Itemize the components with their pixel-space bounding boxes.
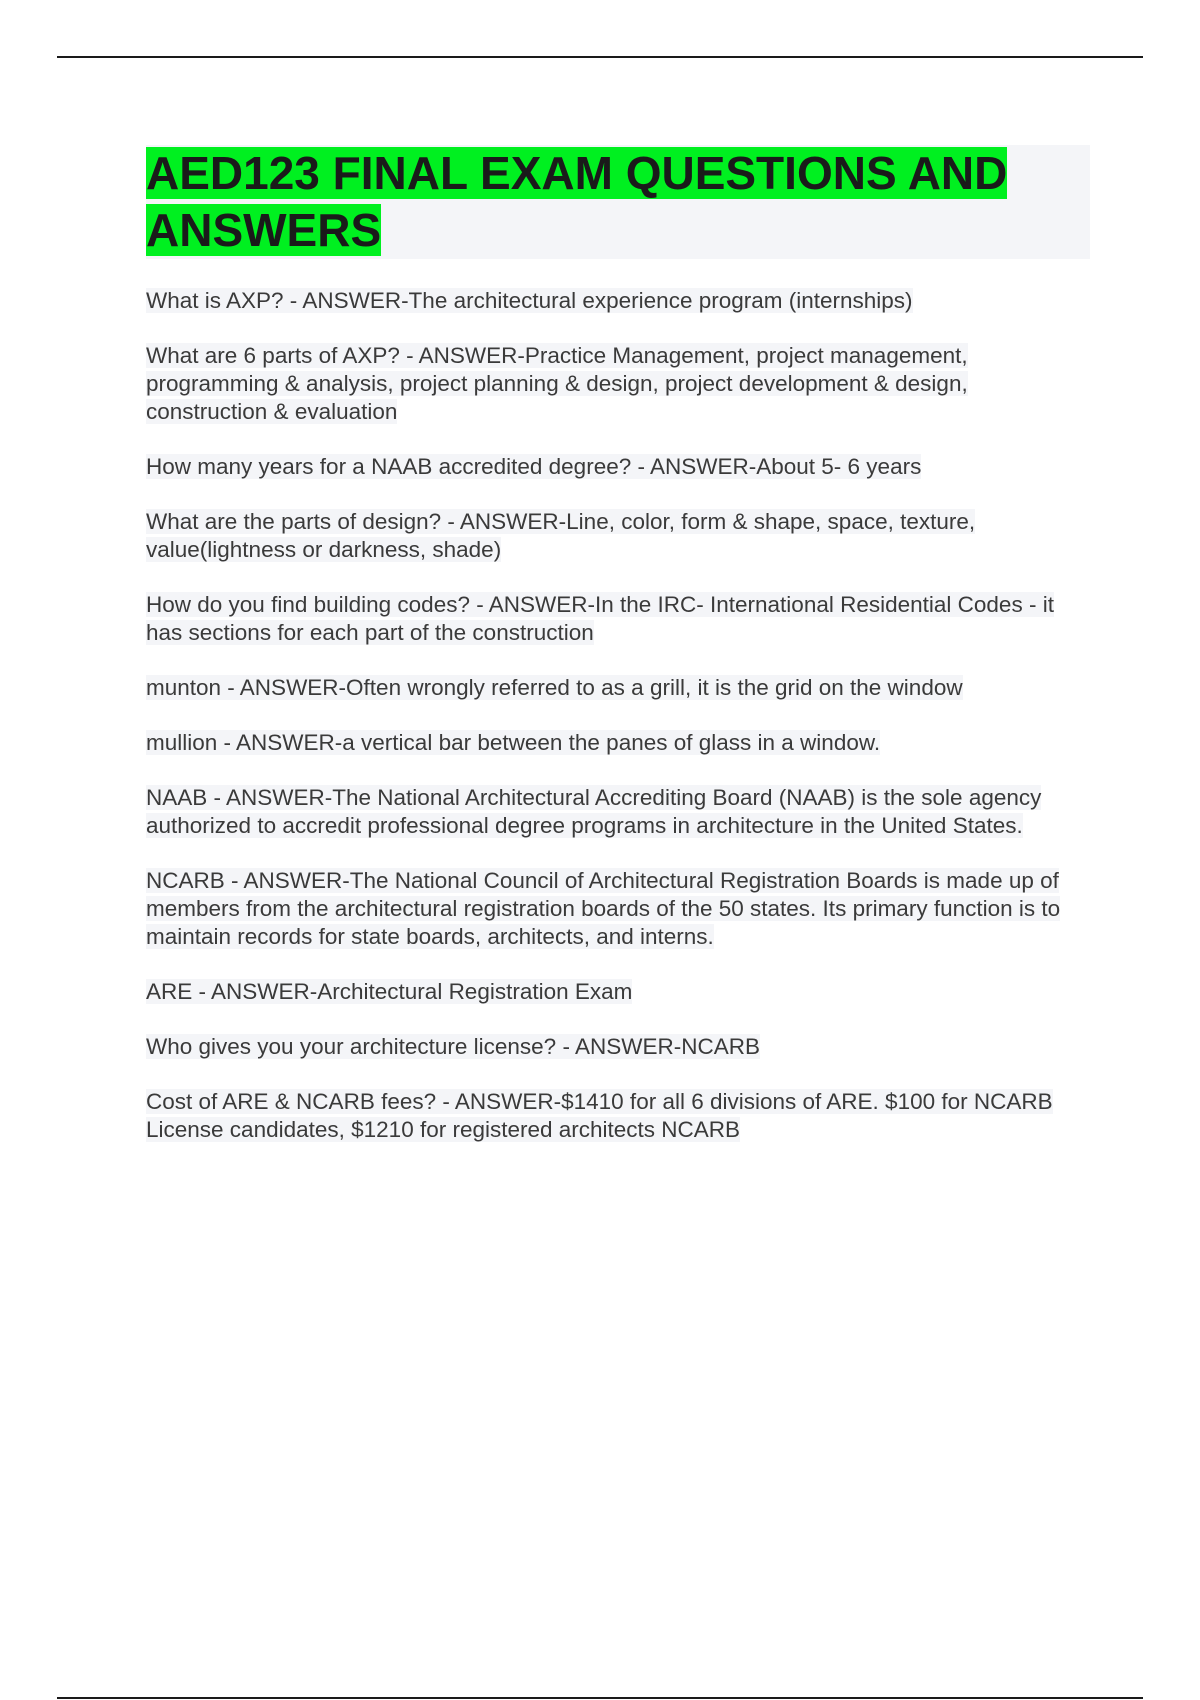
qa-text: What are 6 parts of AXP? - ANSWER-Practice Management, project management, programming & analysis, project planning & design, project development & design, construction & evaluation bbox=[146, 343, 968, 424]
qa-item bbox=[146, 508, 1090, 564]
qa-text: What is AXP? - ANSWER-The architectural experience program (internships) bbox=[146, 288, 913, 313]
qa-text: munton - ANSWER-Often wrongly referred to as a grill, it is the grid on the window bbox=[146, 675, 963, 700]
qa-item bbox=[146, 342, 1090, 426]
top-rule bbox=[57, 56, 1143, 58]
qa-item bbox=[146, 1033, 1090, 1061]
qa-item bbox=[146, 867, 1090, 951]
qa-text: NCARB - ANSWER-The National Council of Architectural Registration Boards is made up of members from the architectural registration boards of the 50 states. Its primary function is to maintain records for state boards, architects, and interns. bbox=[146, 868, 1061, 949]
qa-text: How do you find building codes? - ANSWER-In the IRC- International Residential Codes - it has sections for each part of the construction bbox=[146, 592, 1054, 645]
qa-item bbox=[146, 1088, 1090, 1144]
qa-text: How many years for a NAAB accredited degree? - ANSWER-About 5- 6 years bbox=[146, 454, 922, 479]
qa-item bbox=[146, 453, 1090, 481]
qa-item bbox=[146, 978, 1090, 1006]
qa-text: What are the parts of design? - ANSWER-Line, color, form & shape, space, texture, value(lightness or darkness, shade) bbox=[146, 509, 976, 562]
title-highlight: AED123 FINAL EXAM QUESTIONS AND ANSWERS bbox=[146, 147, 1008, 256]
qa-text: Cost of ARE & NCARB fees? - ANSWER-$1410 for all 6 divisions of ARE. $100 for NCARB License candidates, $1210 for registered architects NCARB bbox=[146, 1089, 1053, 1142]
bottom-rule bbox=[57, 1697, 1143, 1699]
qa-text: ARE - ANSWER-Architectural Registration Exam bbox=[146, 979, 633, 1004]
qa-list bbox=[146, 287, 1090, 1144]
qa-item bbox=[146, 287, 1090, 315]
qa-text: Who gives you your architecture license? - ANSWER-NCARB bbox=[146, 1034, 760, 1059]
document-body bbox=[146, 145, 1090, 1171]
qa-item bbox=[146, 729, 1090, 757]
qa-item bbox=[146, 591, 1090, 647]
document-title bbox=[146, 145, 1090, 259]
qa-text: NAAB - ANSWER-The National Architectural Accrediting Board (NAAB) is the sole agency authorized to accredit professional degree programs in architecture in the United States. bbox=[146, 785, 1042, 838]
qa-item bbox=[146, 674, 1090, 702]
qa-item bbox=[146, 784, 1090, 840]
title-block bbox=[146, 145, 1090, 259]
qa-text: mullion - ANSWER-a vertical bar between the panes of glass in a window. bbox=[146, 730, 881, 755]
